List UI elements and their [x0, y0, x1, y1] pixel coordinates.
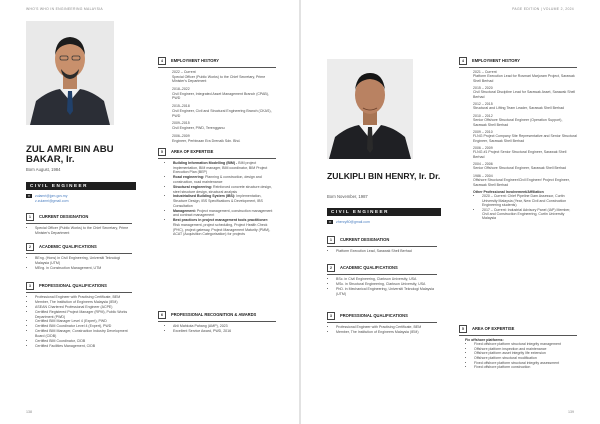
list-item: • Certified BIM Manager Level 4 (Expert), PWD [35, 319, 132, 324]
list-item: • Offshore platform asset integrity life extension [474, 351, 577, 355]
person-name: ZULKIPLI BIN HENRY, Ir. Dr. [327, 171, 441, 181]
envelope-icon: ✉ [27, 194, 31, 198]
section-number: 5 [459, 325, 467, 333]
employment-role: Offshore Structural Engineer/Civil Engineer/ Project Engineer, Sarawak Shell Berhad [473, 178, 570, 187]
section-body [26, 295, 132, 349]
section-number: 1 [327, 236, 335, 244]
section-academic [26, 243, 132, 271]
employment-role: Civil Engineer, PWD, Terengganu [172, 126, 225, 131]
section-expertise [158, 148, 276, 237]
section-number: 4 [158, 57, 166, 65]
section-body [158, 70, 276, 143]
employment-entry [473, 162, 577, 171]
list-item: • Certified BIM Coordinator Level 4 (Expert), PWD [35, 324, 132, 329]
employment-entry [172, 134, 276, 143]
section-body [459, 338, 577, 370]
section-heading [459, 325, 577, 336]
section-current-designation [327, 236, 437, 254]
employment-role: FLNG #1 Project Senior Structural Engineer, Sarawak Shell Berhad [473, 150, 567, 159]
list-item: • Management: Project management, construction management and contract management [173, 209, 276, 218]
list-item: • Industrialised Building System (IBS): Implementation, Structure Design, IBS Specifications & Development, IBS Consultation [173, 194, 276, 208]
section-body [327, 325, 437, 335]
expertise-intro: Fix offshore platforms: [465, 338, 504, 342]
section-heading [26, 243, 132, 254]
section-number: 5 [158, 148, 166, 156]
running-header: PAGE EDITION | VOLUME 2, 2024 [512, 7, 574, 11]
employment-entry [172, 104, 276, 118]
list-item: • ASEAN Chartered Professional Engineer (ACPE) [35, 305, 132, 310]
running-header: WHO'S WHO IN ENGINEERING MALAYSIA [26, 7, 103, 11]
employment-entry [473, 86, 577, 99]
employment-years: 2004 – 2006 [473, 162, 493, 167]
employment-entry [172, 121, 276, 130]
section-heading [26, 213, 132, 224]
employment-years: 2009–2015 [172, 121, 190, 126]
employment-entry [473, 114, 577, 127]
employment-role: Special Officer (Public Works) to the Chief Secretary, Prime Minister's Department [172, 74, 266, 84]
employment-role: Structural and Lifting Team Leader, Sarawak Shell Berhad [473, 106, 565, 111]
section-title: ACADEMIC QUALIFICATIONS [39, 244, 97, 250]
employment-role: Senior Offshore Structural Engineer (Operation Support), Sarawak Shell Berhad [473, 118, 563, 127]
section-body [327, 277, 437, 296]
list-item: • Certified Facilities Management, CIDB [35, 344, 132, 349]
section-number: 2 [26, 243, 34, 251]
section-body [459, 70, 577, 220]
employment-years: 2006 – 2009 [473, 146, 493, 151]
birth-info: Born August, 1984 [26, 167, 61, 172]
portrait-image [327, 59, 413, 159]
employment-years: 2010 – 2012 [473, 113, 493, 118]
employment-role: Platform Execution Lead for Rosmari Marjoram Project, Sarawak Shell Berhad [473, 74, 575, 83]
section-title: AREA OF EXPERTISE [171, 149, 214, 155]
section-heading [327, 264, 437, 275]
section-title: PROFESSIONAL RECOGNITION & AWARDS [171, 312, 257, 318]
section-professional [327, 312, 437, 335]
section-title: AREA OF EXPERTISE [472, 326, 515, 332]
right-page [301, 0, 600, 424]
employment-role: Engineer, Perbinaan Era Drenaik Sdn. Bhd. [172, 138, 241, 143]
page-number: 138 [26, 410, 32, 414]
employment-years: 2015–2018 [172, 104, 190, 109]
section-number: 1 [26, 213, 34, 221]
section-body [158, 161, 276, 237]
list-item: • BSc. in Civil Engineering, Clarkson University, USA [336, 277, 437, 282]
section-heading [158, 57, 276, 68]
page-number: 139 [568, 410, 574, 414]
list-item: • Professional Engineer with Practising Certificate, BEM [35, 295, 132, 300]
section-number: 3 [327, 312, 335, 320]
section-body [327, 249, 437, 254]
employment-role: Civil Structural Discipline Lead for Sarawak Asset, Sarawak Shell Berhad [473, 90, 576, 99]
contact-block [26, 194, 69, 204]
list-item: • Fixed offshore platform structural integrity assessment [474, 361, 577, 365]
section-heading [327, 236, 437, 247]
email-link[interactable]: zhenry80@gmail.com [336, 220, 370, 225]
employment-years: 2022 – Current [172, 70, 196, 74]
list-item: • MSc. in Structural Engineering, Clarkson University, USA [336, 282, 437, 287]
email-link[interactable]: z.zulamri@gmail.com [35, 199, 69, 204]
list-item: • Professional Engineer with Practising Certificate, BEM [336, 325, 437, 330]
section-expertise [459, 325, 577, 370]
list-item: • Certified BIM Coordinator, CIDB [35, 339, 132, 344]
email-link[interactable]: zulamri@jpm.gov.my [35, 194, 68, 199]
email-line-1 [327, 220, 370, 225]
role-bar: CIVIL ENGINEER [26, 182, 136, 190]
list-item: • Offshore platform inspection and maintenance [474, 347, 577, 351]
list-item: • Building Information Modelling (BIM) - BIM project implementation, BIM manager, BIM coordinator, BIM Project Execution Plan (BEP) [173, 161, 276, 175]
employment-entry [473, 102, 577, 111]
section-body [26, 256, 132, 270]
list-item: • 2017 – Current: Industrial Advisory Panel (IAP) Member, Civil and Construction Engineering, Curtin University Malaysia [482, 208, 577, 221]
section-number: 2 [327, 264, 335, 272]
list-item: • Offshore platform structural modification [474, 356, 577, 360]
list-item: • Special Officer (Public Works) to the Chief Secretary, Prime Minister's Department [35, 226, 132, 235]
section-academic [327, 264, 437, 297]
section-title: PROFESSIONAL QUALIFICATIONS [340, 313, 408, 319]
section-body [26, 226, 132, 235]
contact-block [327, 220, 370, 225]
list-item: • Certified BIM Manager, Construction Industry Development Board (CIDB) [35, 329, 132, 338]
section-heading [327, 312, 437, 323]
employment-entry [172, 70, 276, 84]
employment-entry [172, 87, 276, 101]
portrait-image [26, 21, 114, 125]
section-heading [158, 311, 276, 322]
section-number: 3 [26, 282, 34, 290]
list-item: • Road engineering: Planning & construction, design and construction, road maintenance [173, 175, 276, 184]
section-body [158, 324, 276, 334]
section-title: CURRENT DESIGNATION [39, 214, 89, 220]
list-item: • 2020 – Current: Chief Pipeline Dam Assessor, Curtin University Malaysia (Year, New Civil and Construction Engineering students) [482, 194, 577, 207]
email-line-2 [26, 199, 69, 204]
list-item: • MEng. in Construction Management, UTM [35, 266, 132, 271]
portrait-photo [327, 59, 413, 159]
employment-years: 2012 – 2015 [473, 102, 493, 107]
section-heading [26, 282, 132, 293]
list-item: • Ahli Mahkota Pahang (AMP), 2023 [173, 324, 276, 329]
section-employment [158, 57, 276, 146]
employment-role: Civil Engineer, Integrated Asset Management Branch (CPAB), PWD [172, 91, 269, 101]
envelope-icon: ✉ [328, 220, 332, 224]
section-heading [158, 148, 276, 159]
employment-years: 2021 – Current [473, 70, 497, 74]
section-awards [158, 311, 276, 334]
list-item: • Member, The Institution of Engineers Malaysia (IEM) [35, 300, 132, 305]
list-item: • Certified Registered Project Manager (RPM), Public Works Department (PWD) [35, 310, 132, 319]
employment-entry [473, 174, 577, 187]
section-title: EMPLOYMENT HISTORY [171, 58, 219, 64]
list-item: • BEng. (Hons) in Civil Engineering, Universiti Teknologi Malaysia (UTM) [35, 256, 132, 265]
portrait-photo [26, 21, 114, 125]
list-item: • Best practices in project management tools practitioner: Risk management, project scheduling, Project Health Check (PHC), project gateway, Project Management Maturity (PMM), ACAT (Acquisition Categorisation) for projects [173, 218, 276, 237]
birth-info: Born November, 1987 [327, 194, 368, 199]
section-title: ACADEMIC QUALIFICATIONS [340, 265, 398, 271]
employment-years: 2006–2009 [172, 133, 190, 138]
employment-years: 1986 – 2004 [473, 173, 493, 178]
person-name: ZUL AMRI BIN ABU BAKAR, Ir. [26, 144, 114, 165]
list-item: • Member, The Institution of Engineers Malaysia (IEM) [336, 330, 437, 335]
section-current-designation [26, 213, 132, 236]
employment-role: Senior Offshore Structural Engineer, Sarawak Shell Berhad [473, 166, 566, 171]
section-number: 6 [158, 311, 166, 319]
section-heading [459, 57, 577, 68]
affiliation-title: Other Professional Involvement/Affiliation [473, 190, 544, 195]
employment-entry [473, 130, 577, 143]
role-bar: CIVIL ENGINEER [327, 208, 441, 216]
section-number: 4 [459, 57, 467, 65]
left-page [0, 0, 299, 424]
list-item: • Fixed offshore platform structural integrity management [474, 342, 577, 346]
section-title: CURRENT DESIGNATION [340, 237, 390, 243]
section-professional [26, 282, 132, 349]
employment-role: Civil Engineer, Civil and Structural Engineering Branch (CKAS), PWD [172, 108, 272, 118]
employment-years: 2009 – 2010 [473, 130, 493, 135]
section-title: PROFESSIONAL QUALIFICATIONS [39, 283, 107, 289]
employment-entry [473, 70, 577, 83]
employment-role: FLNG Project Company Site Representative and Senior Structural Engineer, Sarawak Shell Berhad [473, 134, 577, 143]
employment-years: 2015 – 2020 [473, 86, 493, 91]
employment-years: 2018–2022 [172, 87, 190, 92]
list-item: • Fixed offshore platform construction [474, 365, 577, 369]
list-item: • Structural engineering: Reinforced concrete structure design, steel structure design, structural analysis [173, 185, 276, 194]
employment-entry [473, 146, 577, 159]
section-title: EMPLOYMENT HISTORY [472, 58, 520, 64]
list-item: • PhD. in Mechanical Engineering, Universiti Teknologi Malaysia (UTM) [336, 287, 437, 296]
list-item: • Platform Execution Lead, Sarawak Shell Berhad [336, 249, 437, 254]
list-item: • Excellent Service Award, PWD, 2016 [173, 329, 276, 334]
section-employment [459, 57, 577, 221]
